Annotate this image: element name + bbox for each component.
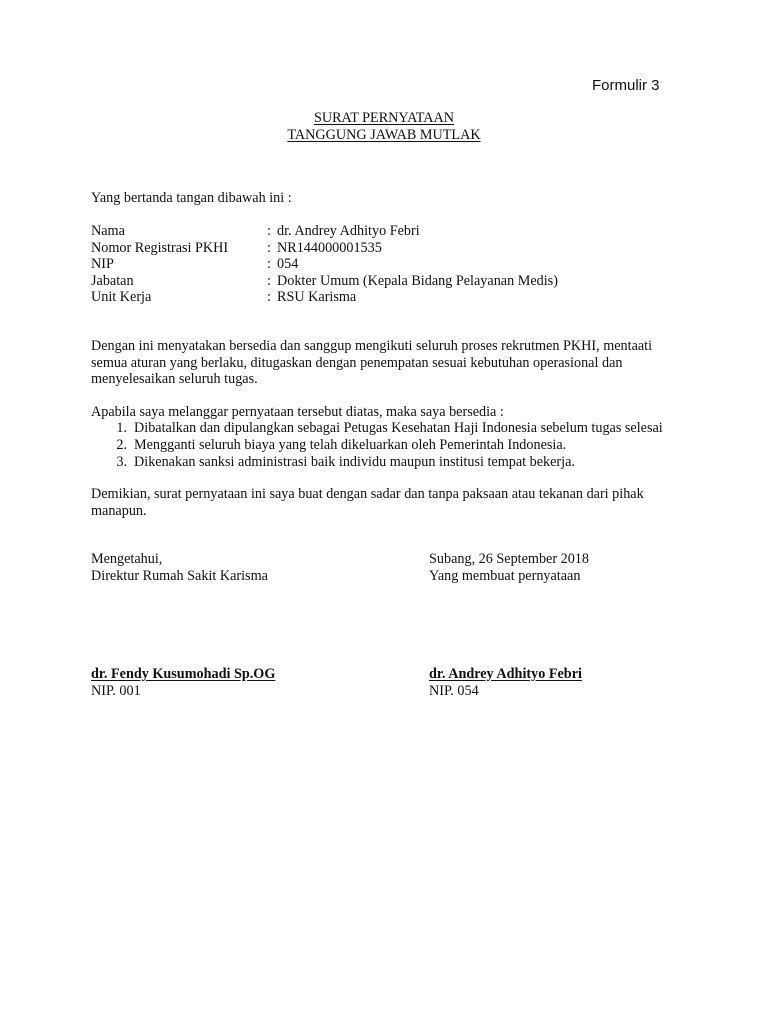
field-value: RSU Karisma <box>277 289 357 306</box>
field-separator: : <box>267 289 271 306</box>
list-item-number: 2. <box>116 436 127 453</box>
field-separator: : <box>267 239 271 256</box>
signer-title: Yang membuat pernyataan <box>429 567 581 584</box>
signer-name: dr. Andrey Adhityo Febri <box>429 666 582 682</box>
title-line-1: SURAT PERNYATAAN <box>313 110 455 126</box>
identity-fields <box>91 223 558 306</box>
signer-name: dr. Fendy Kusumohadi Sp.OG <box>91 666 276 682</box>
field-value: 054 <box>277 256 299 273</box>
list-item-number: 3. <box>116 453 127 470</box>
closing-paragraph: Demikian, surat pernyataan ini saya buat dengan sadar dan tanpa paksaan atau tekanan dari pihak manapun. <box>91 486 644 519</box>
signature-name-left <box>91 666 275 699</box>
signature-block-left <box>91 551 268 584</box>
statement-paragraph: Dengan ini menyatakan bersedia dan sanggup mengikuti seluruh proses rekrutmen PKHI, mentaati semua aturan yang berlaku, ditugaskan dengan penempatan sesuai kebutuhan operasional dan menyelesaikan seluruh tugas. <box>91 338 653 388</box>
field-value: NR144000001535 <box>277 239 382 256</box>
violation-paragraph: Apabila saya melanggar pernyataan tersebut diatas, maka saya bersedia : <box>91 404 504 420</box>
list-item-text: Mengganti seluruh biaya yang telah dikeluarkan oleh Pemerintah Indonesia. <box>134 436 567 453</box>
field-separator: : <box>267 256 271 273</box>
list-item <box>91 454 663 471</box>
signer-title: Direktur Rumah Sakit Karisma <box>91 567 268 584</box>
list-item-text: Dikenakan sanksi administrasi baik individu maupun institusi tempat bekerja. <box>134 453 575 470</box>
list-item-text: Dibatalkan dan dipulangkan sebagai Petugas Kesehatan Haji Indonesia sebelum tugas selesai <box>134 420 663 436</box>
field-row-unit <box>91 289 558 306</box>
field-row-nip <box>91 256 558 273</box>
field-value: Dokter Umum (Kepala Bidang Pelayanan Medis) <box>277 272 558 289</box>
sanctions-list <box>91 420 663 470</box>
field-separator: : <box>267 272 271 289</box>
field-label: NIP <box>91 256 114 273</box>
field-label: Unit Kerja <box>91 289 152 306</box>
signature-name-right <box>429 666 582 699</box>
list-item <box>91 420 663 437</box>
list-item-number: 1. <box>116 420 127 436</box>
signature-block-right <box>429 551 589 584</box>
field-separator: : <box>267 223 271 239</box>
field-row-name <box>91 223 558 240</box>
field-row-registration <box>91 240 558 257</box>
acknowledgement-label: Mengetahui, <box>91 551 163 567</box>
document-title <box>0 110 768 144</box>
intro-text: Yang bertanda tangan dibawah ini : <box>91 190 292 206</box>
form-number-label: Formulir 3 <box>592 77 660 94</box>
signer-nip: NIP. 054 <box>429 682 479 699</box>
field-label: Jabatan <box>91 272 134 289</box>
field-value: dr. Andrey Adhityo Febri <box>277 223 420 239</box>
title-line-2: TANGGUNG JAWAB MUTLAK <box>287 127 481 143</box>
field-row-position <box>91 273 558 290</box>
list-item <box>91 437 663 454</box>
field-label: Nama <box>91 223 125 239</box>
signer-nip: NIP. 001 <box>91 682 141 699</box>
place-date: Subang, 26 September 2018 <box>429 551 589 567</box>
field-label: Nomor Registrasi PKHI <box>91 239 229 256</box>
